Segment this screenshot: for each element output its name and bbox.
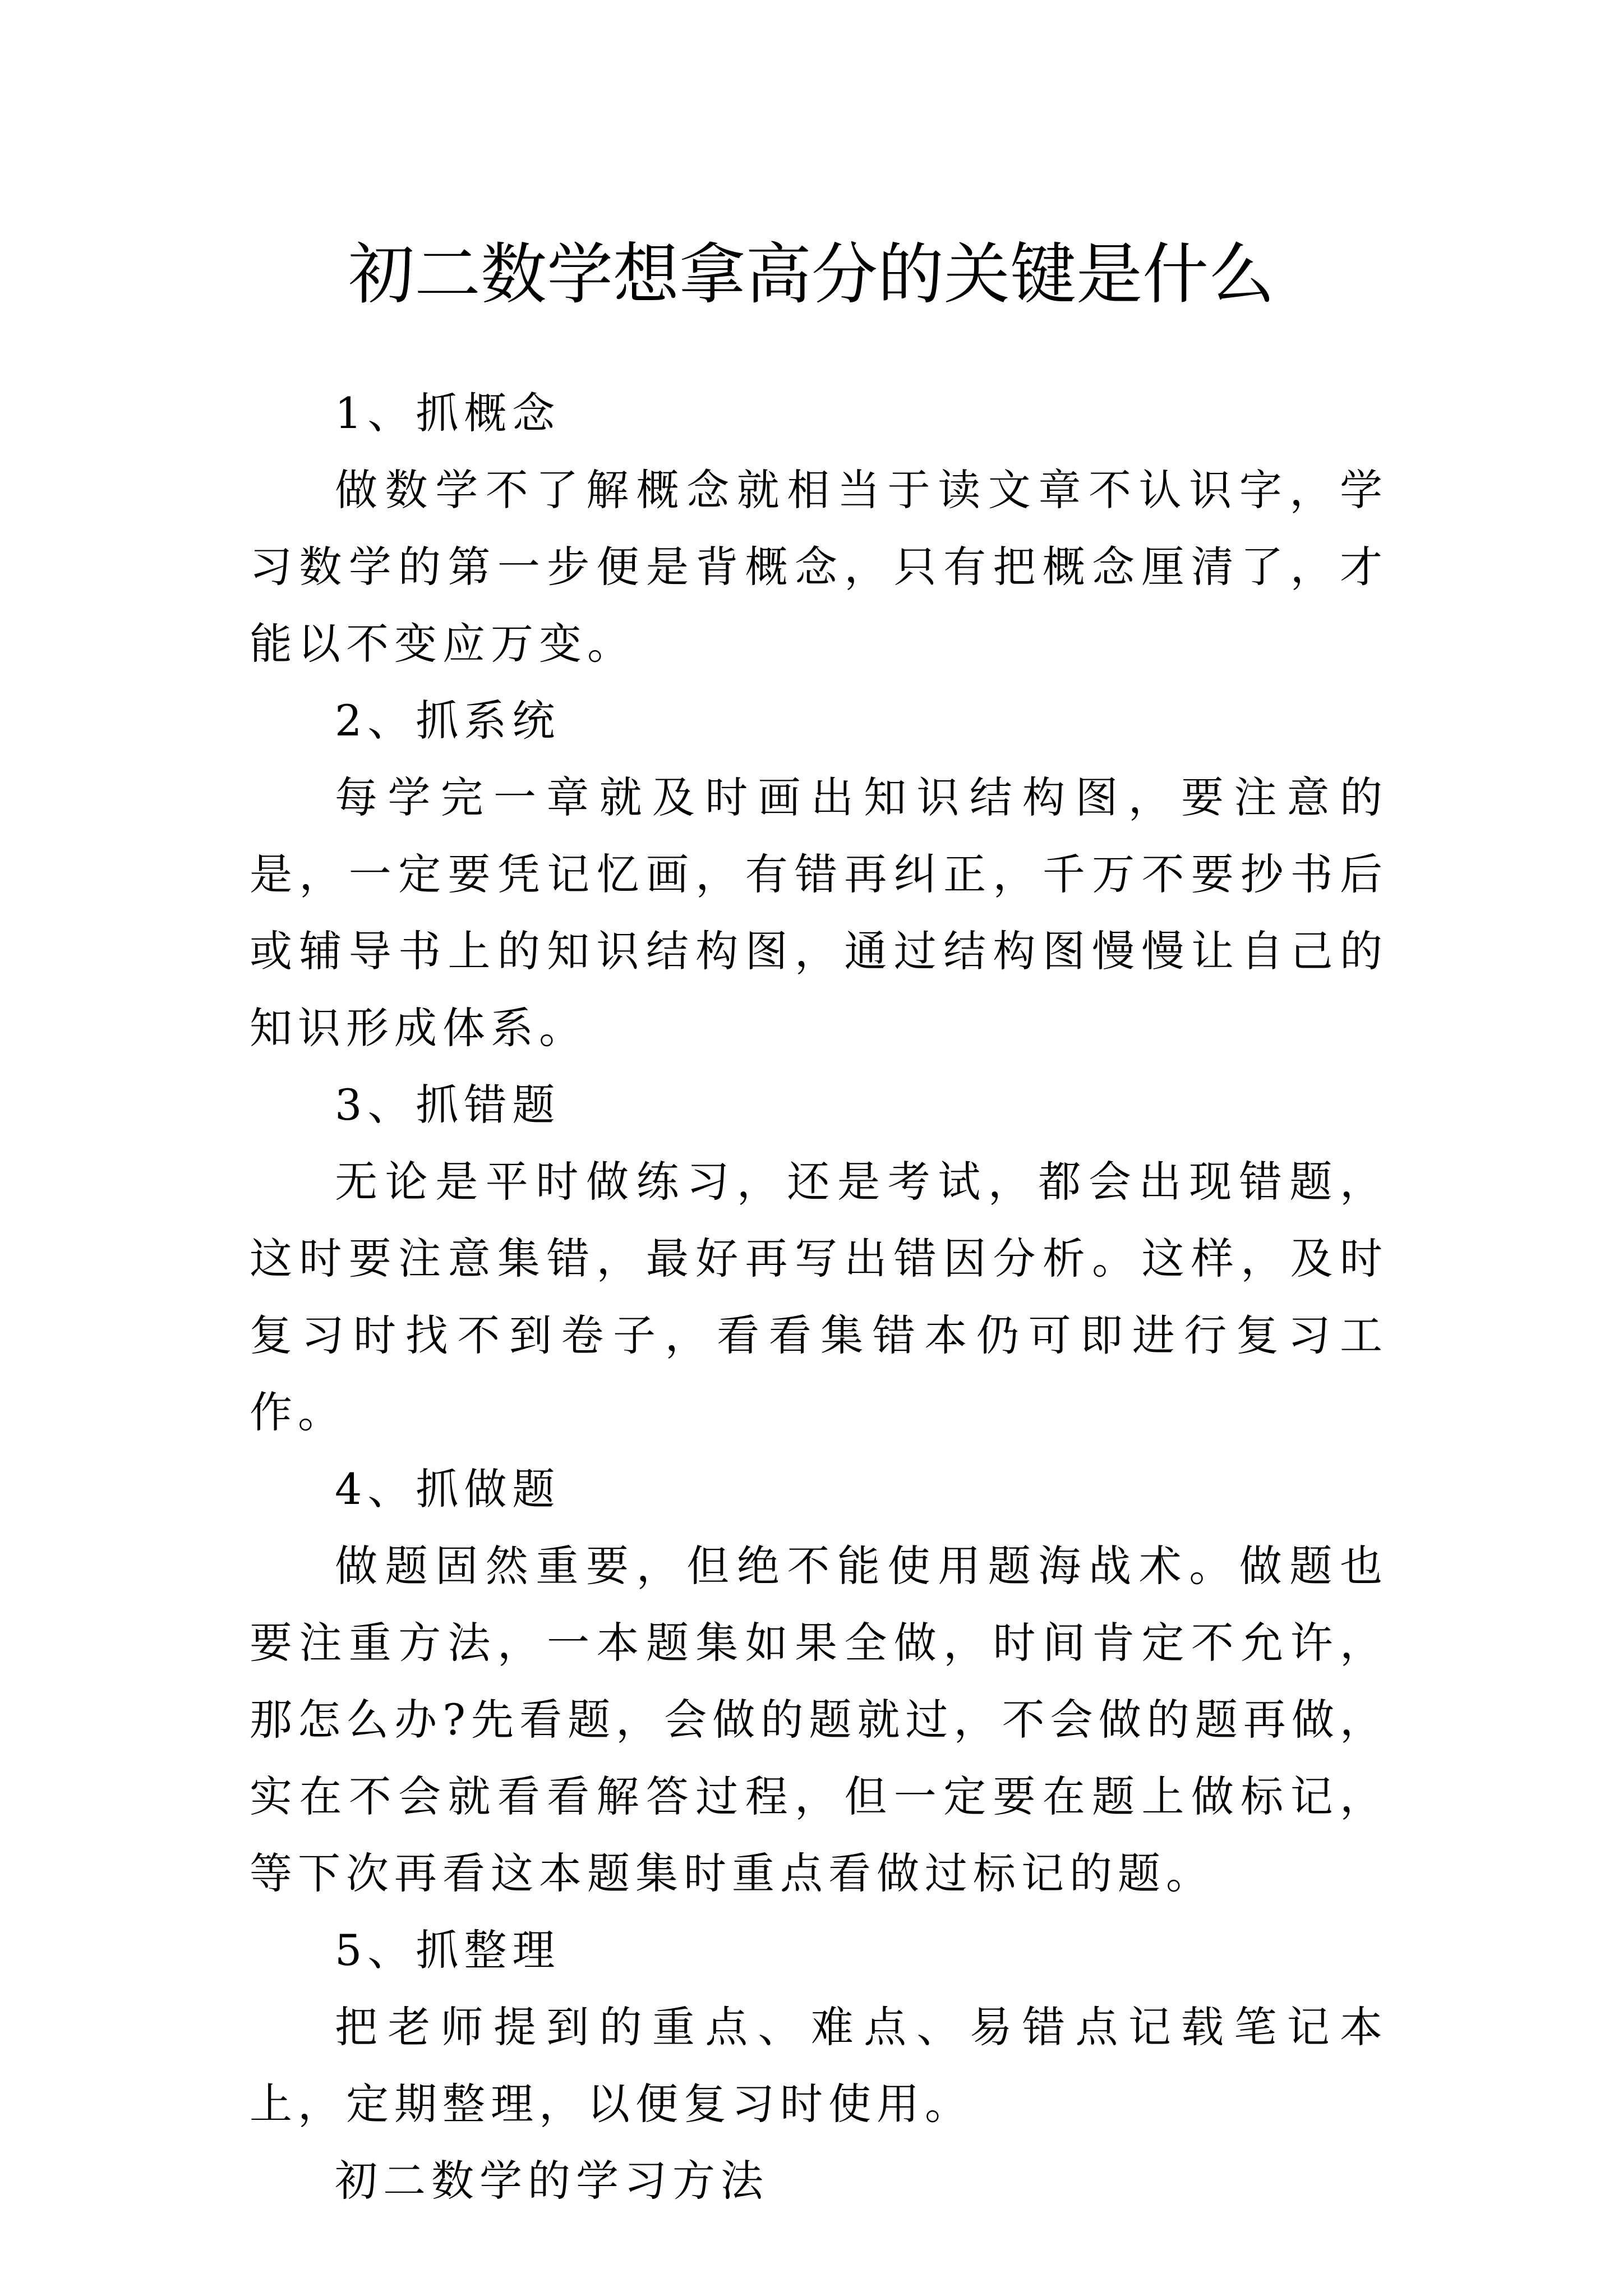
section-heading-concepts: 1、抓概念 [335,388,561,438]
section-heading-practice: 4、抓做题 [335,1464,561,1514]
section-heading-mistakes: 3、抓错题 [335,1080,561,1130]
paragraph-practice: 做题固然重要，但绝不能使用题海战术。做题也要注重方法，一本题集如果全做，时间肯定不允许，那怎么办?先看题，会做的题就过，不会做的题再做，实在不会就看看解答过程，但一定要在题上做标记，等下次再看这本题集时重点看做过标记的题。 [250,1541,1388,1898]
document-title: 初二数学想拿高分的关键是什么 [348,236,1275,314]
paragraph-system: 每学完一章就及时画出知识结构图，要注意的是，一定要凭记忆画，有错再纠正，千万不要抄书后或辅导书上的知识结构图，通过结构图慢慢让自己的知识形成体系。 [250,772,1388,1053]
paragraph-concepts: 做数学不了解概念就相当于读文章不认识字，学习数学的第一步便是背概念，只有把概念厘清了，才能以不变应万变。 [250,465,1388,669]
section-heading-organize: 5、抓整理 [335,1925,561,1975]
section-heading-system: 2、抓系统 [335,696,561,746]
paragraph-mistakes: 无论是平时做练习，还是考试，都会出现错题，这时要注意集错，最好再写出错因分析。这样，及时复习时找不到卷子，看看集错本仍可即进行复习工作。 [250,1157,1388,1437]
paragraph-organize: 把老师提到的重点、难点、易错点记载笔记本上，定期整理，以便复习时使用。 [250,2002,1388,2129]
section-heading-methods: 初二数学的学习方法 [335,2156,769,2206]
document-body [250,375,1388,2219]
